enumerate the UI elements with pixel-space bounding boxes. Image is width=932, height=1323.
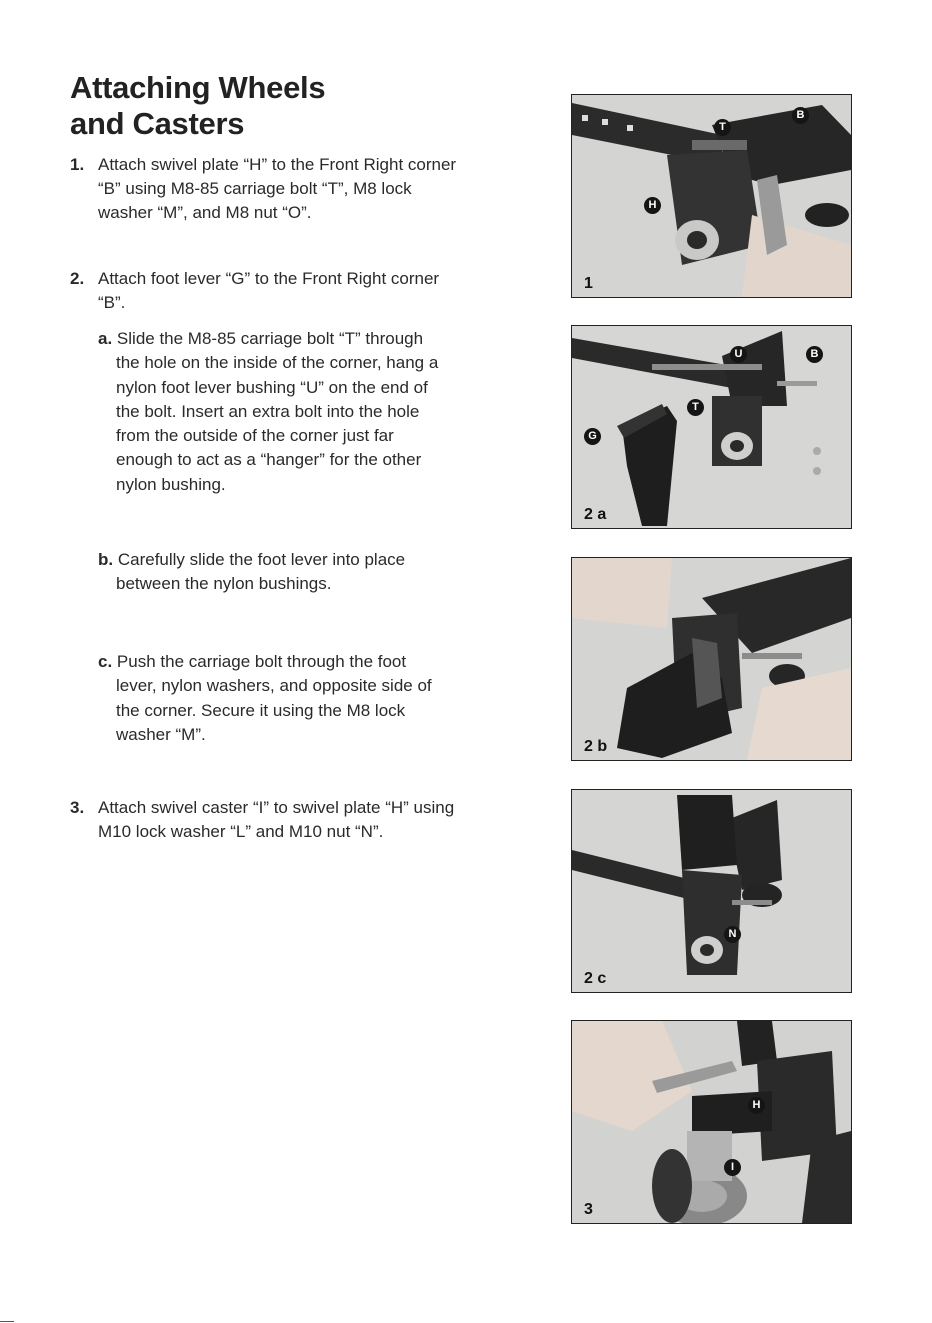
photo-step-1-illustration [572,95,851,297]
substep-text: Carefully slide the foot lever into place between the nylon bushings. [116,550,406,594]
step-number: 2. [70,269,85,288]
photo-label: 2 c [584,970,607,987]
callout-badge: B [806,346,823,363]
photo-label: 2 a [584,506,607,523]
substep-c [98,650,448,747]
callout-badge: T [714,119,731,136]
substep-letter: b. [98,550,114,569]
step-text: Attach foot lever “G” to the Front Right corner “B”. [98,269,440,312]
page-title-line-2: and Casters [70,106,245,141]
page-title [70,70,325,142]
substep-text: Slide the M8-85 carriage bolt “T” through the hole on the inside of the corner, hang a nylon foot lever bushing “U” on the end of the bolt. Insert an extra bolt into the hole from the outside of the corner just far enough to act as a “hanger” for the other nylon bushing. [116,329,439,494]
photo-step-2a [571,325,852,529]
callout-badge: N [724,926,741,943]
photo-label: 1 [584,275,593,292]
photo-label: 2 b [584,738,608,755]
photo-step-2c-illustration [572,790,851,992]
callout-badge: T [687,399,704,416]
callout-badge: H [748,1097,765,1114]
substep-letter: a. [98,329,113,348]
page-edge-mark [0,1321,14,1322]
step-3 [70,796,460,844]
step-number: 3. [70,798,85,817]
substep-b [98,548,448,597]
substep-text: Push the carriage bolt through the foot lever, nylon washers, and opposite side of the corner. Secure it using the M8 lock washer “M”. [116,652,432,744]
photo-step-2c [571,789,852,993]
callout-badge: G [584,428,601,445]
callout-badge: B [792,107,809,124]
callout-badge: I [724,1159,741,1176]
step-text: Attach swivel plate “H” to the Front Right corner “B” using M8-85 carriage bolt “T”, M8 lock washer “M”, and M8 nut “O”. [98,155,457,222]
page-title-line-1: Attaching Wheels [70,70,326,105]
photo-label: 3 [584,1201,593,1218]
substep-letter: c. [98,652,113,671]
photo-step-2b [571,557,852,761]
callout-badge: H [644,197,661,214]
photo-step-2b-illustration [572,558,851,760]
callout-badge: U [730,346,747,363]
step-2 [70,267,460,315]
step-1 [70,153,460,225]
photo-step-3-illustration [572,1021,851,1223]
step-text: Attach swivel caster “I” to swivel plate “H” using M10 lock washer “L” and M10 nut “N”. [98,798,455,841]
photo-step-1 [571,94,852,298]
step-number: 1. [70,155,85,174]
substep-a [98,327,448,497]
photo-step-3 [571,1020,852,1224]
